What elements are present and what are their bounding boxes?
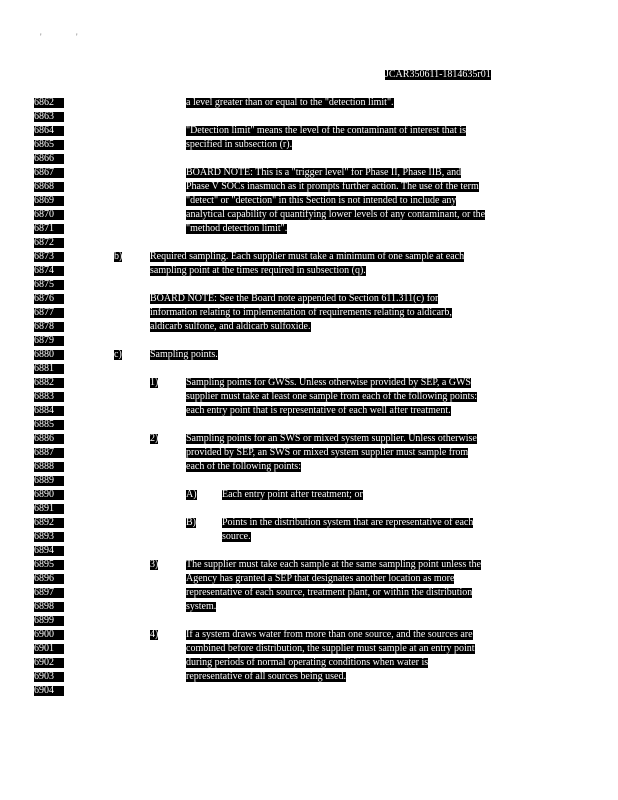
scan-speck: ' [76, 32, 78, 42]
line-number: 6862 [34, 98, 64, 108]
text-line: Agency has granted a SEP that designates another location as more [186, 573, 455, 584]
text-line: representative of each source, treatment plant, or within the distribution [186, 587, 473, 598]
line-number: 6889 [34, 476, 64, 486]
line-number: 6890 [34, 490, 64, 500]
line-number: 6865 [34, 140, 64, 150]
line-number: 6896 [34, 574, 64, 584]
text-line: Required sampling. Each supplier must take a minimum of one sample at each [150, 251, 465, 262]
text-line: during periods of normal operating conditions when water is [186, 657, 429, 668]
line-number: 6866 [34, 154, 64, 164]
line-number: 6892 [34, 518, 64, 528]
line-number: 6901 [34, 644, 64, 654]
line-number: 6894 [34, 546, 64, 556]
document-code: JCAR350611-1814635r01 [385, 69, 491, 80]
scan-speck: ' [40, 32, 42, 42]
line-number: 6868 [34, 182, 64, 192]
text-line: combined before distribution, the supplier must sample at an entry point [186, 643, 475, 654]
line-number: 6902 [34, 658, 64, 668]
line-number: 6891 [34, 504, 64, 514]
text-line: "Detection limit" means the level of the contaminant of interest that is [186, 125, 467, 136]
text-line: "method detection limit". [186, 223, 288, 234]
line-number: 6904 [34, 686, 64, 696]
text-line: Sampling points for an SWS or mixed system supplier. Unless otherwise [186, 433, 477, 444]
subsection-label: b) [114, 251, 123, 262]
subsection-label: c) [114, 349, 122, 360]
text-line: aldicarb sulfone, and aldicarb sulfoxide. [150, 321, 311, 332]
line-number: 6887 [34, 448, 64, 458]
line-number: 6870 [34, 210, 64, 220]
item-label: 2) [150, 433, 159, 444]
line-number: 6880 [34, 350, 64, 360]
text-line: Phase V SOCs inasmuch as it prompts further action. The use of the term [186, 181, 479, 192]
line-number: 6871 [34, 224, 64, 234]
line-number: 6876 [34, 294, 64, 304]
text-line: Each entry point after treatment; or [222, 489, 363, 500]
line-number: 6875 [34, 280, 64, 290]
text-line: source. [222, 531, 251, 542]
text-line: BOARD NOTE: This is a "trigger level" for Phase II, Phase IIB, and [186, 167, 462, 178]
text-line: Points in the distribution system that are representative of each [222, 517, 474, 528]
line-number: 6872 [34, 238, 64, 248]
text-line: representative of all sources being used. [186, 671, 346, 682]
line-number: 6888 [34, 462, 64, 472]
line-number: 6883 [34, 392, 64, 402]
text-line: sampling point at the times required in subsection (q). [150, 265, 366, 276]
text-line: specified in subsection (r). [186, 139, 293, 150]
line-number: 6884 [34, 406, 64, 416]
text-line: each of the following points: [186, 461, 301, 472]
line-number: 6869 [34, 196, 64, 206]
line-number: 6882 [34, 378, 64, 388]
text-line: "detect" or "detection" in this Section is not intended to include any [186, 195, 457, 206]
line-number: 6877 [34, 308, 64, 318]
subitem-label: B) [186, 517, 196, 528]
text-line: information relating to implementation of requirements relating to aldicarb, [150, 307, 452, 318]
text-line: Sampling points for GWSs. Unless otherwise provided by SEP, a GWS [186, 377, 471, 388]
line-number: 6899 [34, 616, 64, 626]
item-label: 4) [150, 629, 159, 640]
text-line: Sampling points. [150, 349, 218, 360]
line-number: 6867 [34, 168, 64, 178]
line-number: 6900 [34, 630, 64, 640]
item-label: 3) [150, 559, 159, 570]
line-number: 6879 [34, 336, 64, 346]
line-number: 6878 [34, 322, 64, 332]
text-line: system. [186, 601, 217, 612]
text-line: a level greater than or equal to the "detection limit". [186, 97, 394, 108]
line-number: 6881 [34, 364, 64, 374]
line-number: 6864 [34, 126, 64, 136]
item-label: 1) [150, 377, 159, 388]
line-number: 6873 [34, 252, 64, 262]
line-number: 6863 [34, 112, 64, 122]
line-number: 6895 [34, 560, 64, 570]
text-line: If a system draws water from more than one source, and the sources are [186, 629, 473, 640]
line-number: 6897 [34, 588, 64, 598]
text-line: supplier must take at least one sample from each of the following points: [186, 391, 478, 402]
text-line: BOARD NOTE: See the Board note appended to Section 611.311(c) for [150, 293, 439, 304]
text-line: provided by SEP, an SWS or mixed system supplier must sample from [186, 447, 469, 458]
line-number: 6885 [34, 420, 64, 430]
text-line: The supplier must take each sample at the same sampling point unless the [186, 559, 481, 570]
line-number: 6903 [34, 672, 64, 682]
line-number: 6893 [34, 532, 64, 542]
line-number: 6886 [34, 434, 64, 444]
line-number: 6874 [34, 266, 64, 276]
text-line: analytical capability of quantifying lower levels of any contaminant, or the [186, 209, 486, 220]
subitem-label: A) [186, 489, 197, 500]
line-number: 6898 [34, 602, 64, 612]
text-line: each entry point that is representative of each well after treatment. [186, 405, 451, 416]
